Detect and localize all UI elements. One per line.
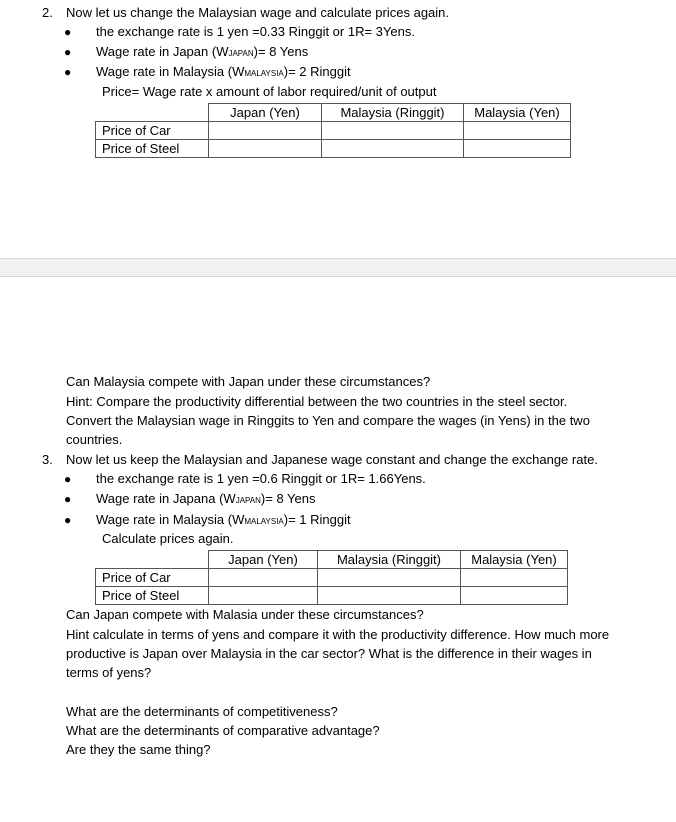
table-header-malaysia-ringgit: Malaysia (Ringgit) — [322, 104, 464, 122]
bullet-icon: ● — [64, 25, 72, 39]
q2-number: 2. — [42, 5, 53, 20]
table-header-malaysia-yen: Malaysia (Yen) — [461, 551, 568, 569]
table-corner-cell — [96, 104, 209, 122]
q3-bullet-wage-japan: Wage rate in Japana (WJAPAN)= 8 Yens — [96, 491, 316, 506]
answer-cell[interactable] — [318, 587, 461, 605]
page-break — [0, 258, 676, 277]
q3-question-line: Can Japan compete with Malasia under these circumstances? — [66, 607, 424, 622]
row-label-car: Price of Car — [96, 122, 209, 140]
q3-bullet-wage-malaysia: Wage rate in Malaysia (WMALAYSIA)= 1 Ringgit — [96, 512, 351, 527]
table-corner-cell — [96, 551, 209, 569]
bullet-icon: ● — [64, 513, 72, 527]
answer-cell[interactable] — [318, 569, 461, 587]
table-row — [96, 569, 568, 587]
q3-hint-line: Hint calculate in terms of yens and compare it with the productivity difference. How much more — [66, 627, 610, 642]
bullet-icon: ● — [64, 45, 72, 59]
answer-cell[interactable] — [209, 122, 322, 140]
q2-hint-line: countries. — [66, 432, 123, 447]
table-header-row — [96, 104, 571, 122]
table-header-malaysia-yen: Malaysia (Yen) — [464, 104, 571, 122]
bullet-icon: ● — [64, 492, 72, 506]
bullet-icon: ● — [64, 472, 72, 486]
answer-cell[interactable] — [209, 587, 318, 605]
answer-cell[interactable] — [322, 122, 464, 140]
q2-price-formula: Price= Wage rate x amount of labor required/unit of output — [102, 84, 437, 99]
q2-intro: Now let us change the Malaysian wage and calculate prices again. — [66, 5, 450, 20]
q2-bullet-wage-japan: Wage rate in Japan (WJAPAN)= 8 Yens — [96, 44, 309, 59]
closing-question-same-thing: Are they the same thing? — [66, 742, 211, 757]
row-label-steel: Price of Steel — [96, 587, 209, 605]
bullet-icon: ● — [64, 65, 72, 79]
q3-price-table — [95, 550, 568, 605]
q2-price-table — [95, 103, 571, 158]
answer-cell[interactable] — [461, 587, 568, 605]
q2-hint-line: Convert the Malaysian wage in Ringgits to Yen and compare the wages (in Yens) in the two — [66, 413, 590, 428]
row-label-car: Price of Car — [96, 569, 209, 587]
q3-intro: Now let us keep the Malaysian and Japanese wage constant and change the exchange rate. — [66, 452, 598, 467]
table-header-row — [96, 551, 568, 569]
table-header-malaysia-ringgit: Malaysia (Ringgit) — [318, 551, 461, 569]
q3-hint-line: terms of yens? — [66, 665, 152, 680]
closing-question-competitiveness: What are the determinants of competitiveness? — [66, 704, 338, 719]
answer-cell[interactable] — [322, 140, 464, 158]
answer-cell[interactable] — [461, 569, 568, 587]
q3-calc-label: Calculate prices again. — [102, 531, 234, 546]
answer-cell[interactable] — [464, 140, 571, 158]
q3-number: 3. — [42, 452, 53, 467]
table-header-japan-yen: Japan (Yen) — [209, 104, 322, 122]
row-label-steel: Price of Steel — [96, 140, 209, 158]
q2-bullet-exchange-rate: the exchange rate is 1 yen =0.33 Ringgit or 1R= 3Yens. — [96, 24, 415, 39]
answer-cell[interactable] — [464, 122, 571, 140]
table-header-japan-yen: Japan (Yen) — [209, 551, 318, 569]
q2-question-line: Can Malaysia compete with Japan under these circumstances? — [66, 374, 431, 389]
table-row — [96, 587, 568, 605]
q3-bullet-exchange-rate: the exchange rate is 1 yen =0.6 Ringgit or 1R= 1.66Yens. — [96, 471, 426, 486]
q2-bullet-wage-malaysia: Wage rate in Malaysia (WMALAYSIA)= 2 Ringgit — [96, 64, 351, 79]
q2-hint-line: Hint: Compare the productivity differential between the two countries in the steel sector. — [66, 394, 568, 409]
table-row — [96, 140, 571, 158]
table-row — [96, 122, 571, 140]
closing-question-comparative-advantage: What are the determinants of comparative advantage? — [66, 723, 380, 738]
q3-hint-line: productive is Japan over Malaysia in the car sector? What is the difference in their wages in — [66, 646, 592, 661]
answer-cell[interactable] — [209, 140, 322, 158]
answer-cell[interactable] — [209, 569, 318, 587]
